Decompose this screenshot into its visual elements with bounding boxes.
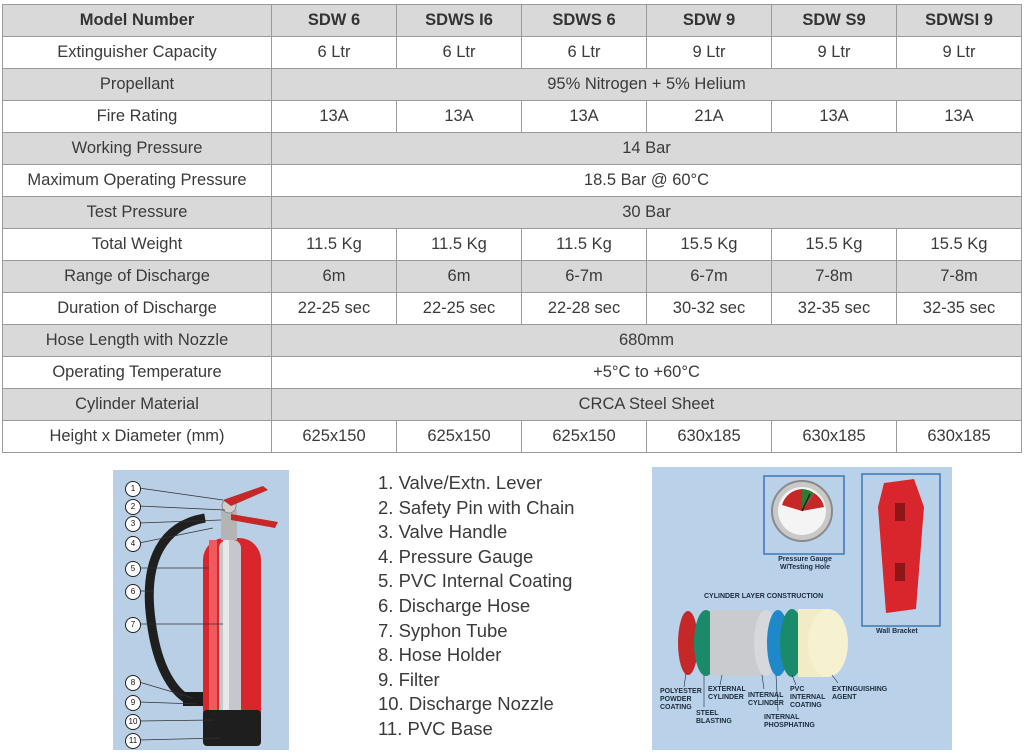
value-cell: 13A	[897, 101, 1022, 133]
table-row	[3, 389, 1022, 421]
model-header-cell: SDWSI 9	[897, 5, 1022, 37]
gauge-caption: Pressure Gauge W/Testing Hole	[778, 556, 832, 571]
value-cell: 22-25 sec	[397, 293, 522, 325]
list-item: 4. Pressure Gauge	[378, 545, 534, 567]
row-label: Range of Discharge	[3, 261, 272, 293]
header-row	[3, 5, 1022, 37]
value-cell: 22-25 sec	[272, 293, 397, 325]
callout-number: 1	[125, 481, 141, 497]
layer-label: STEEL BLASTING	[696, 710, 732, 725]
model-header-cell: SDWS I6	[397, 5, 522, 37]
value-cell: 630x185	[647, 421, 772, 453]
table-row	[3, 37, 1022, 69]
table-row	[3, 325, 1022, 357]
value-cell: 7-8m	[897, 261, 1022, 293]
value-cell: 13A	[772, 101, 897, 133]
row-label: Hose Length with Nozzle	[3, 325, 272, 357]
list-item: 1. Valve/Extn. Lever	[378, 472, 543, 493]
callout-number: 10	[125, 714, 141, 730]
value-cell: 21A	[647, 101, 772, 133]
value-cell: 7-8m	[772, 261, 897, 293]
row-label: Working Pressure	[3, 133, 272, 165]
value-cell: 13A	[522, 101, 647, 133]
layer-label: EXTINGUISHING AGENT	[832, 686, 888, 701]
table-row	[3, 421, 1022, 453]
value-cell: 32-35 sec	[897, 293, 1022, 325]
list-item: 9. Filter	[378, 668, 440, 690]
table-row	[3, 133, 1022, 165]
model-header-cell: SDW S9	[772, 5, 897, 37]
callout-number: 3	[125, 516, 141, 532]
value-cell: 625x150	[397, 421, 522, 453]
model-header-cell: SDWS 6	[522, 5, 647, 37]
value-cell: 32-35 sec	[772, 293, 897, 325]
components-image	[652, 467, 952, 750]
merged-value-cell: +5°C to +60°C	[272, 357, 1022, 389]
value-cell: 30-32 sec	[647, 293, 772, 325]
value-cell: 6-7m	[522, 261, 647, 293]
layer-label: INTERNAL PHOSPHATING	[764, 714, 815, 729]
row-label: Duration of Discharge	[3, 293, 272, 325]
merged-value-cell: 30 Bar	[272, 197, 1022, 229]
value-cell: 630x185	[897, 421, 1022, 453]
value-cell: 6 Ltr	[397, 37, 522, 69]
layer-label: INTERNAL CYLINDER	[748, 692, 784, 707]
value-cell: 625x150	[522, 421, 647, 453]
layer-label: EXTERNAL CYLINDER	[708, 686, 746, 701]
table-row	[3, 261, 1022, 293]
table-row	[3, 293, 1022, 325]
value-cell: 6 Ltr	[272, 37, 397, 69]
value-cell: 9 Ltr	[897, 37, 1022, 69]
model-header-cell: SDW 9	[647, 5, 772, 37]
table-row	[3, 197, 1022, 229]
list-item: 10. Discharge Nozzle	[378, 693, 554, 715]
list-item: 3. Valve Handle	[378, 521, 508, 543]
value-cell: 630x185	[772, 421, 897, 453]
value-cell: 9 Ltr	[647, 37, 772, 69]
value-cell: 6-7m	[647, 261, 772, 293]
layer-label: PVC INTERNAL COATING	[790, 686, 826, 709]
row-label: Extinguisher Capacity	[3, 37, 272, 69]
value-cell: 625x150	[272, 421, 397, 453]
list-item: 2. Safety Pin with Chain	[378, 496, 575, 518]
list-item: 6. Discharge Hose	[378, 594, 531, 616]
value-cell: 13A	[397, 101, 522, 133]
table-row	[3, 357, 1022, 389]
table-row	[3, 165, 1022, 197]
row-label: Height x Diameter (mm)	[3, 421, 272, 453]
value-cell: 6m	[397, 261, 522, 293]
layer-label: POLYESTER POWDER COATING	[660, 688, 702, 711]
callout-number: 8	[125, 675, 141, 691]
value-cell: 6m	[272, 261, 397, 293]
table-row	[3, 69, 1022, 101]
model-header-cell: SDW 6	[272, 5, 397, 37]
row-label: Maximum Operating Pressure	[3, 165, 272, 197]
callout-number: 4	[125, 536, 141, 552]
merged-value-cell: CRCA Steel Sheet	[272, 389, 1022, 421]
value-cell: 11.5 Kg	[397, 229, 522, 261]
row-label: Cylinder Material	[3, 389, 272, 421]
list-item: 7. Syphon Tube	[378, 619, 508, 641]
value-cell: 15.5 Kg	[772, 229, 897, 261]
merged-value-cell: 14 Bar	[272, 133, 1022, 165]
value-cell: 15.5 Kg	[647, 229, 772, 261]
extinguisher-cutaway-image	[113, 470, 289, 750]
specification-table	[2, 4, 1022, 453]
value-cell: 6 Ltr	[522, 37, 647, 69]
callout-number: 11	[125, 733, 141, 749]
value-cell: 11.5 Kg	[272, 229, 397, 261]
list-item: 8. Hose Holder	[378, 644, 502, 666]
callout-number: 5	[125, 561, 141, 577]
layers-title: CYLINDER LAYER CONSTRUCTION	[704, 593, 824, 600]
parts-list	[378, 471, 574, 742]
header-label-cell: Model Number	[3, 5, 272, 37]
merged-value-cell: 18.5 Bar @ 60°C	[272, 165, 1022, 197]
row-label: Fire Rating	[3, 101, 272, 133]
row-label: Test Pressure	[3, 197, 272, 229]
value-cell: 22-28 sec	[522, 293, 647, 325]
value-cell: 9 Ltr	[772, 37, 897, 69]
bracket-caption: Wall Bracket	[876, 628, 918, 635]
callout-number: 9	[125, 695, 141, 711]
list-item: 11. PVC Base	[378, 717, 493, 739]
value-cell: 13A	[272, 101, 397, 133]
table-row	[3, 229, 1022, 261]
row-label: Total Weight	[3, 229, 272, 261]
table-row	[3, 101, 1022, 133]
callout-number: 2	[125, 499, 141, 515]
value-cell: 15.5 Kg	[897, 229, 1022, 261]
list-item: 5. PVC Internal Coating	[378, 570, 573, 592]
value-cell: 11.5 Kg	[522, 229, 647, 261]
row-label: Operating Temperature	[3, 357, 272, 389]
merged-value-cell: 95% Nitrogen + 5% Helium	[272, 69, 1022, 101]
callout-number: 6	[125, 584, 141, 600]
merged-value-cell: 680mm	[272, 325, 1022, 357]
row-label: Propellant	[3, 69, 272, 101]
callout-number: 7	[125, 617, 141, 633]
